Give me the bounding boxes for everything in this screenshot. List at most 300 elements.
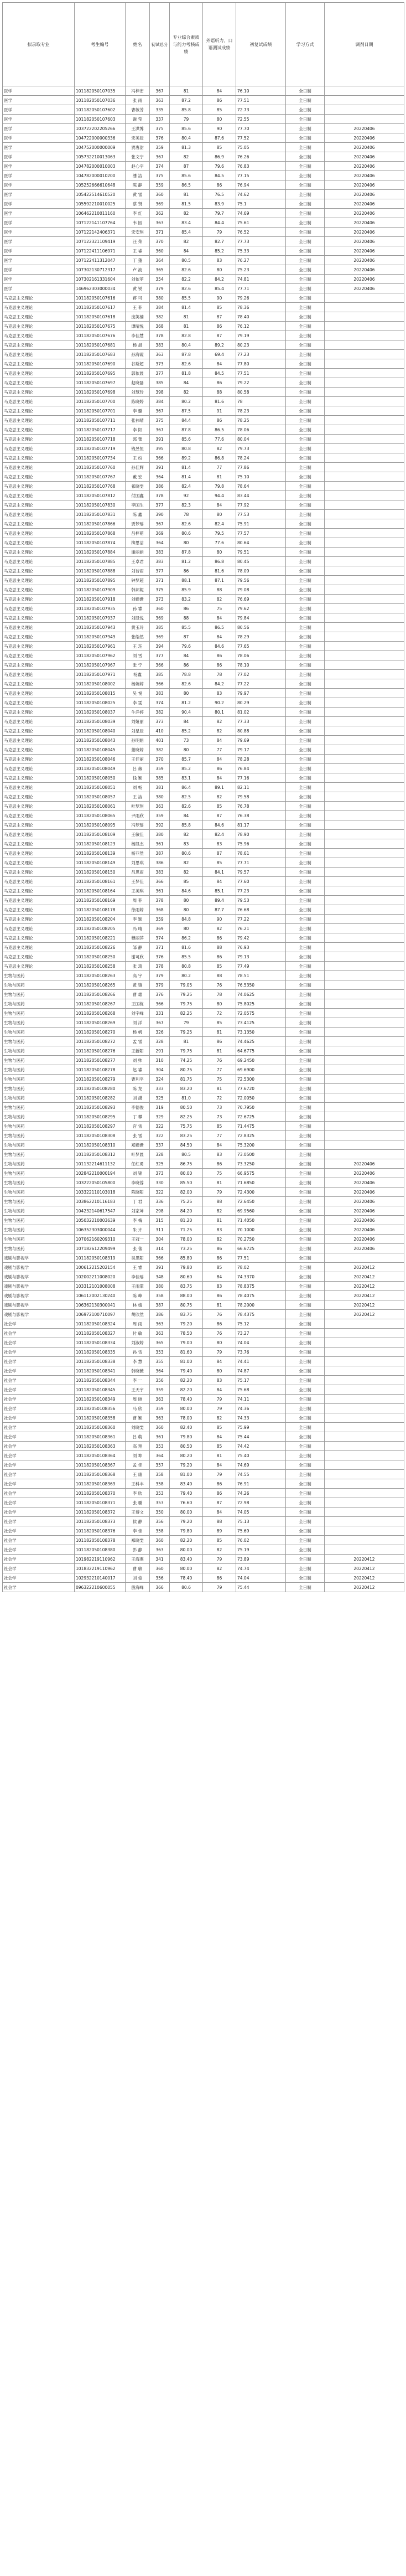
- cell-major: 生物与医药: [3, 1122, 75, 1131]
- cell-transfer-date: [325, 115, 404, 124]
- cell-professional-score: 86: [170, 604, 203, 613]
- table-row: [3, 962, 404, 971]
- cell-total-score: 75.44: [236, 1432, 286, 1442]
- table-row: [3, 1376, 404, 1385]
- cell-language-score: 75: [203, 604, 236, 613]
- cell-study-mode: 全日制: [286, 1413, 325, 1423]
- cell-exam-id: 101182050108226: [75, 943, 126, 952]
- cell-exam-id: 101182050108358: [75, 1413, 126, 1423]
- cell-major: 生物与医药: [3, 1056, 75, 1065]
- cell-initial-score: 383: [150, 557, 170, 566]
- cell-transfer-date: [325, 868, 404, 877]
- cell-language-score: 82.4: [203, 519, 236, 529]
- cell-exam-id: 101182050107681: [75, 340, 126, 350]
- cell-name: 李国生: [126, 500, 150, 510]
- cell-professional-score: 84.4: [170, 416, 203, 425]
- cell-major: 生物与医药: [3, 971, 75, 980]
- cell-name: 叶梦晨: [126, 1150, 150, 1159]
- cell-transfer-date: [325, 1093, 404, 1103]
- cell-language-score: 84: [203, 613, 236, 623]
- cell-language-score: 85.4: [203, 284, 236, 293]
- cell-professional-score: 85.8: [170, 105, 203, 115]
- cell-initial-score: 374: [150, 933, 170, 943]
- cell-total-score: 75.1: [236, 199, 286, 209]
- cell-total-score: 78.8375: [236, 1282, 286, 1291]
- cell-exam-id: 104722000000336: [75, 133, 126, 143]
- cell-initial-score: 356: [150, 1573, 170, 1583]
- cell-major: 医学: [3, 152, 75, 162]
- cell-professional-score: 85.8: [170, 820, 203, 830]
- cell-transfer-date: [325, 1432, 404, 1442]
- cell-exam-id: 101182050108265: [75, 980, 126, 990]
- cell-exam-id: 101182050108109: [75, 830, 126, 839]
- cell-study-mode: 全日制: [286, 425, 325, 435]
- cell-study-mode: 全日制: [286, 670, 325, 679]
- cell-language-score: 84: [203, 1140, 236, 1150]
- table-row: [3, 971, 404, 980]
- cell-transfer-date: [325, 1009, 404, 1018]
- cell-professional-score: 80.20: [170, 1451, 203, 1460]
- cell-professional-score: 80: [170, 924, 203, 933]
- cell-major: 社会学: [3, 1564, 75, 1573]
- cell-major: 医学: [3, 218, 75, 228]
- cell-transfer-date: [325, 416, 404, 425]
- cell-transfer-date: [325, 369, 404, 378]
- cell-professional-score: 83.2: [170, 595, 203, 604]
- cell-transfer-date: [325, 1056, 404, 1065]
- cell-language-score: 87: [203, 1498, 236, 1508]
- cell-exam-id: 101182050107767: [75, 472, 126, 482]
- cell-language-score: 80: [203, 999, 236, 1009]
- table-row: [3, 1272, 404, 1282]
- cell-exam-id: 096322210600055: [75, 1583, 126, 1592]
- cell-transfer-date: [325, 1357, 404, 1366]
- cell-study-mode: 全日制: [286, 1122, 325, 1131]
- table-row: [3, 133, 404, 143]
- cell-transfer-date: [325, 1536, 404, 1545]
- cell-exam-id: 101182050107700: [75, 397, 126, 406]
- table-row: [3, 425, 404, 435]
- cell-initial-score: 363: [150, 802, 170, 811]
- cell-transfer-date: [325, 388, 404, 397]
- cell-exam-id: 101182050108308: [75, 1131, 126, 1140]
- cell-language-score: 86: [203, 1244, 236, 1253]
- cell-total-score: 75.8025: [236, 999, 286, 1009]
- cell-name: 丁 攀: [126, 1112, 150, 1122]
- cell-transfer-date: [325, 698, 404, 708]
- cell-major: 生物与医药: [3, 1140, 75, 1150]
- cell-name: 张文宁: [126, 152, 150, 162]
- cell-language-score: 79: [203, 1188, 236, 1197]
- cell-major: 社会学: [3, 1357, 75, 1366]
- cell-major: 马克思主义理论: [3, 745, 75, 755]
- cell-transfer-date: 20220412: [325, 1310, 404, 1319]
- cell-study-mode: 全日制: [286, 811, 325, 820]
- cell-initial-score: 386: [150, 1310, 170, 1319]
- cell-major: 马克思主义理论: [3, 698, 75, 708]
- cell-total-score: 82.11: [236, 783, 286, 792]
- table-row: [3, 1169, 404, 1178]
- cell-study-mode: 全日制: [286, 1131, 325, 1140]
- cell-language-score: 84: [203, 877, 236, 886]
- cell-major: 社会学: [3, 1489, 75, 1498]
- cell-professional-score: 82.4: [170, 482, 203, 491]
- table-row: [3, 529, 404, 538]
- table-row: [3, 124, 404, 133]
- cell-exam-id: 101182050107698: [75, 388, 126, 397]
- cell-name: 韩邦妮: [126, 585, 150, 595]
- cell-major: 马克思主义理论: [3, 924, 75, 933]
- cell-professional-score: 85.9: [170, 585, 203, 595]
- cell-professional-score: 80: [170, 905, 203, 915]
- cell-name: 任红勇: [126, 1159, 150, 1169]
- cell-professional-score: 80: [170, 896, 203, 905]
- cell-major: 社会学: [3, 1442, 75, 1451]
- cell-professional-score: 82.6: [170, 359, 203, 369]
- cell-total-score: 70.7950: [236, 1103, 286, 1112]
- cell-major: 马克思主义理论: [3, 576, 75, 585]
- cell-exam-id: 101182050108278: [75, 1065, 126, 1075]
- table-row: [3, 1300, 404, 1310]
- cell-initial-score: 383: [150, 548, 170, 557]
- table-row: [3, 868, 404, 877]
- table-row: [3, 877, 404, 886]
- cell-name: 庞笑楠: [126, 312, 150, 322]
- cell-name: 刘家坤: [126, 1206, 150, 1216]
- cell-exam-id: 106362130300041: [75, 1300, 126, 1310]
- cell-initial-score: 360: [150, 1564, 170, 1573]
- cell-total-score: 73.27: [236, 1329, 286, 1338]
- cell-name: 王天宇: [126, 1385, 150, 1395]
- cell-professional-score: 83.75: [170, 1310, 203, 1319]
- cell-name: 宋美辰: [126, 133, 150, 143]
- cell-exam-id: 101182050108372: [75, 1508, 126, 1517]
- cell-language-score: 87: [203, 811, 236, 820]
- cell-total-score: 75.23: [236, 265, 286, 275]
- cell-major: 马克思主义理论: [3, 322, 75, 331]
- cell-exam-id: 101182050108043: [75, 736, 126, 745]
- cell-total-score: 76.68: [236, 905, 286, 915]
- cell-name: 李 璐: [126, 406, 150, 416]
- cell-initial-score: 379: [150, 980, 170, 990]
- cell-exam-id: 101182050107616: [75, 293, 126, 303]
- table-row: [3, 1498, 404, 1508]
- cell-transfer-date: 20220412: [325, 1291, 404, 1300]
- cell-transfer-date: [325, 1046, 404, 1056]
- cell-transfer-date: [325, 1319, 404, 1329]
- cell-language-score: 80: [203, 1366, 236, 1376]
- cell-professional-score: 80.2: [170, 971, 203, 980]
- cell-professional-score: 80.60: [170, 1272, 203, 1282]
- table-row: [3, 745, 404, 755]
- cell-professional-score: 81.5: [170, 199, 203, 209]
- cell-exam-id: 106972100710097: [75, 1310, 126, 1319]
- cell-language-score: 86: [203, 1319, 236, 1329]
- cell-total-score: 73.3250: [236, 1159, 286, 1169]
- cell-exam-id: 101182050108025: [75, 698, 126, 708]
- cell-total-score: 81.17: [236, 820, 286, 830]
- cell-professional-score: 83.1: [170, 773, 203, 783]
- cell-professional-score: 80.00: [170, 1508, 203, 1517]
- cell-total-score: 76.52: [236, 228, 286, 237]
- cell-language-score: 86.5: [203, 623, 236, 632]
- cell-total-score: 77.70: [236, 124, 286, 133]
- cell-initial-score: 375: [150, 585, 170, 595]
- cell-major: 马克思主义理论: [3, 660, 75, 670]
- cell-name: 刘慧玲: [126, 388, 150, 397]
- table-row: [3, 246, 404, 256]
- cell-professional-score: 84.8: [170, 915, 203, 924]
- cell-initial-score: 376: [150, 990, 170, 999]
- cell-initial-score: 363: [150, 1545, 170, 1555]
- cell-exam-id: 101182050107949: [75, 632, 126, 642]
- cell-total-score: 77.22: [236, 679, 286, 689]
- cell-language-score: 83: [203, 256, 236, 265]
- cell-exam-id: 104782000010003: [75, 162, 126, 171]
- cell-initial-score: 360: [150, 604, 170, 613]
- cell-transfer-date: [325, 1112, 404, 1122]
- cell-major: 马克思主义理论: [3, 943, 75, 952]
- cell-language-score: 81: [203, 1451, 236, 1460]
- table-row: [3, 293, 404, 303]
- cell-professional-score: 92: [170, 491, 203, 500]
- table-row: [3, 943, 404, 952]
- table-row: [3, 1432, 404, 1442]
- cell-exam-id: 101182050107036: [75, 96, 126, 105]
- cell-initial-score: 337: [150, 115, 170, 124]
- cell-exam-id: 101182050108250: [75, 952, 126, 962]
- cell-language-score: 84: [203, 755, 236, 764]
- cell-language-score: 79: [203, 1470, 236, 1479]
- table-row: [3, 1065, 404, 1075]
- cell-language-score: 83: [203, 1282, 236, 1291]
- cell-exam-id: 101182050108277: [75, 1056, 126, 1065]
- cell-professional-score: 78: [170, 510, 203, 519]
- table-row: [3, 1442, 404, 1451]
- cell-major: 马克思主义理论: [3, 482, 75, 491]
- table-row: [3, 472, 404, 482]
- cell-name: 柳思洁: [126, 538, 150, 548]
- cell-name: 谢丽娟: [126, 548, 150, 557]
- cell-total-score: 76.91: [236, 1479, 286, 1489]
- table-row: [3, 660, 404, 670]
- cell-major: 马克思主义理论: [3, 350, 75, 359]
- cell-language-score: 79: [203, 1348, 236, 1357]
- cell-major: 社会学: [3, 1536, 75, 1545]
- cell-transfer-date: 20220406: [325, 1216, 404, 1225]
- cell-professional-score: 82.5: [170, 792, 203, 802]
- cell-transfer-date: [325, 576, 404, 585]
- cell-exam-id: 107122142406371: [75, 228, 126, 237]
- cell-name: 黄 雷: [126, 190, 150, 199]
- cell-major: 马克思主义理论: [3, 849, 75, 858]
- cell-study-mode: 全日制: [286, 331, 325, 340]
- cell-exam-id: 101182050108276: [75, 1046, 126, 1056]
- cell-major: 医学: [3, 275, 75, 284]
- cell-major: 马克思主义理论: [3, 726, 75, 736]
- cell-study-mode: 全日制: [286, 1065, 325, 1075]
- cell-transfer-date: 20220412: [325, 1555, 404, 1564]
- cell-study-mode: 全日制: [286, 698, 325, 708]
- cell-major: 马克思主义理论: [3, 613, 75, 623]
- cell-initial-score: 375: [150, 171, 170, 180]
- cell-professional-score: 74.25: [170, 1056, 203, 1065]
- table-row: [3, 1348, 404, 1357]
- cell-professional-score: 85.5: [170, 623, 203, 632]
- cell-transfer-date: [325, 642, 404, 651]
- cell-initial-score: 367: [150, 1018, 170, 1028]
- cell-professional-score: 88.1: [170, 576, 203, 585]
- cell-study-mode: 全日制: [286, 990, 325, 999]
- cell-transfer-date: [325, 1338, 404, 1348]
- cell-professional-score: 79.25: [170, 1028, 203, 1037]
- cell-study-mode: 全日制: [286, 1460, 325, 1470]
- cell-exam-id: 101182050107675: [75, 322, 126, 331]
- cell-language-score: 77: [203, 1065, 236, 1075]
- cell-initial-score: 379: [150, 284, 170, 293]
- cell-transfer-date: 20220406: [325, 284, 404, 293]
- cell-name: 王新阳: [126, 1046, 150, 1056]
- cell-total-score: 78.90: [236, 830, 286, 839]
- cell-name: 陈 龙: [126, 1084, 150, 1093]
- cell-transfer-date: [325, 933, 404, 943]
- table-row: [3, 482, 404, 491]
- cell-language-score: 86: [203, 180, 236, 190]
- cell-language-score: 85: [203, 858, 236, 868]
- cell-transfer-date: [325, 858, 404, 868]
- cell-initial-score: 382: [150, 745, 170, 755]
- cell-total-score: 77.80: [236, 359, 286, 369]
- table-row: [3, 999, 404, 1009]
- cell-language-score: 86: [203, 1037, 236, 1046]
- cell-professional-score: 81: [170, 86, 203, 96]
- cell-transfer-date: [325, 1122, 404, 1131]
- cell-professional-score: 83.40: [170, 1479, 203, 1489]
- cell-study-mode: 全日制: [286, 1385, 325, 1395]
- cell-transfer-date: [325, 773, 404, 783]
- cell-total-score: 75.13: [236, 1517, 286, 1526]
- cell-professional-score: 85.6: [170, 124, 203, 133]
- cell-language-score: 88: [203, 943, 236, 952]
- cell-initial-score: 368: [150, 905, 170, 915]
- cell-major: 社会学: [3, 1329, 75, 1338]
- cell-major: 社会学: [3, 1573, 75, 1583]
- cell-study-mode: 全日制: [286, 877, 325, 886]
- table-row: [3, 830, 404, 839]
- cell-language-score: 86: [203, 416, 236, 425]
- cell-study-mode: 全日制: [286, 444, 325, 453]
- cell-transfer-date: [325, 1065, 404, 1075]
- cell-total-score: 72.0050: [236, 1093, 286, 1103]
- cell-professional-score: 85.7: [170, 755, 203, 764]
- cell-major: 马克思主义理论: [3, 783, 75, 792]
- cell-initial-score: 358: [150, 1470, 170, 1479]
- cell-transfer-date: [325, 1395, 404, 1404]
- cell-initial-score: 364: [150, 472, 170, 482]
- cell-initial-score: 371: [150, 943, 170, 952]
- table-row: [3, 717, 404, 726]
- cell-professional-score: 80: [170, 745, 203, 755]
- cell-transfer-date: [325, 86, 404, 96]
- cell-professional-score: 80.6: [170, 529, 203, 538]
- table-row: [3, 1225, 404, 1235]
- cell-study-mode: 全日制: [286, 1423, 325, 1432]
- cell-language-score: 87.7: [203, 905, 236, 915]
- cell-initial-score: 361: [150, 839, 170, 849]
- cell-study-mode: 全日制: [286, 388, 325, 397]
- cell-language-score: 90: [203, 915, 236, 924]
- cell-language-score: 86: [203, 1253, 236, 1263]
- cell-major: 马克思主义理论: [3, 858, 75, 868]
- cell-language-score: 83.9: [203, 199, 236, 209]
- cell-total-score: 80.64: [236, 538, 286, 548]
- cell-name: 付 敏: [126, 1329, 150, 1338]
- cell-name: 李 雯: [126, 698, 150, 708]
- cell-initial-score: 380: [150, 293, 170, 303]
- cell-transfer-date: 20220406: [325, 275, 404, 284]
- table-row: [3, 199, 404, 209]
- cell-total-score: 76.12: [236, 322, 286, 331]
- cell-professional-score: 81: [170, 190, 203, 199]
- cell-name: 李 颖: [126, 915, 150, 924]
- cell-name: 邹 静: [126, 943, 150, 952]
- cell-transfer-date: 20220406: [325, 152, 404, 162]
- table-row: [3, 1470, 404, 1479]
- cell-major: 医学: [3, 124, 75, 133]
- cell-professional-score: 81.3: [170, 143, 203, 152]
- cell-language-score: 86: [203, 651, 236, 660]
- table-row: [3, 1329, 404, 1338]
- cell-language-score: 89.1: [203, 783, 236, 792]
- cell-exam-id: 101182050108204: [75, 915, 126, 924]
- cell-major: 马克思主义理论: [3, 802, 75, 811]
- table-row: [3, 1093, 404, 1103]
- cell-transfer-date: [325, 1329, 404, 1338]
- cell-transfer-date: [325, 595, 404, 604]
- cell-initial-score: 378: [150, 896, 170, 905]
- cell-name: 刘凯悦: [126, 613, 150, 623]
- cell-language-score: 84: [203, 1385, 236, 1395]
- cell-professional-score: 81.4: [170, 303, 203, 312]
- cell-name: 李 红: [126, 209, 150, 218]
- cell-exam-id: 105732210013063: [75, 152, 126, 162]
- cell-initial-score: 329: [150, 1112, 170, 1122]
- cell-professional-score: 80.75: [170, 1300, 203, 1310]
- cell-exam-id: 101182050108051: [75, 783, 126, 792]
- cell-initial-score: 315: [150, 1216, 170, 1225]
- cell-exam-id: 101182050108263: [75, 971, 126, 980]
- cell-name: 蒋 可: [126, 293, 150, 303]
- cell-professional-score: 78.00: [170, 1413, 203, 1423]
- cell-initial-score: 386: [150, 482, 170, 491]
- cell-study-mode: 全日制: [286, 1272, 325, 1282]
- cell-study-mode: 全日制: [286, 868, 325, 877]
- table-row: [3, 275, 404, 284]
- table-row: [3, 802, 404, 811]
- cell-initial-score: 353: [150, 1348, 170, 1357]
- cell-total-score: 71.4050: [236, 1216, 286, 1225]
- cell-major: 生物与医药: [3, 1075, 75, 1084]
- cell-study-mode: 全日制: [286, 915, 325, 924]
- cell-major: 生物与医药: [3, 1197, 75, 1206]
- cell-professional-score: 78.50: [170, 1329, 203, 1338]
- cell-study-mode: 全日制: [286, 1479, 325, 1489]
- cell-exam-id: 101182050108149: [75, 858, 126, 868]
- table-row: [3, 284, 404, 293]
- cell-initial-score: 377: [150, 566, 170, 576]
- cell-transfer-date: [325, 999, 404, 1009]
- table-row: [3, 1263, 404, 1272]
